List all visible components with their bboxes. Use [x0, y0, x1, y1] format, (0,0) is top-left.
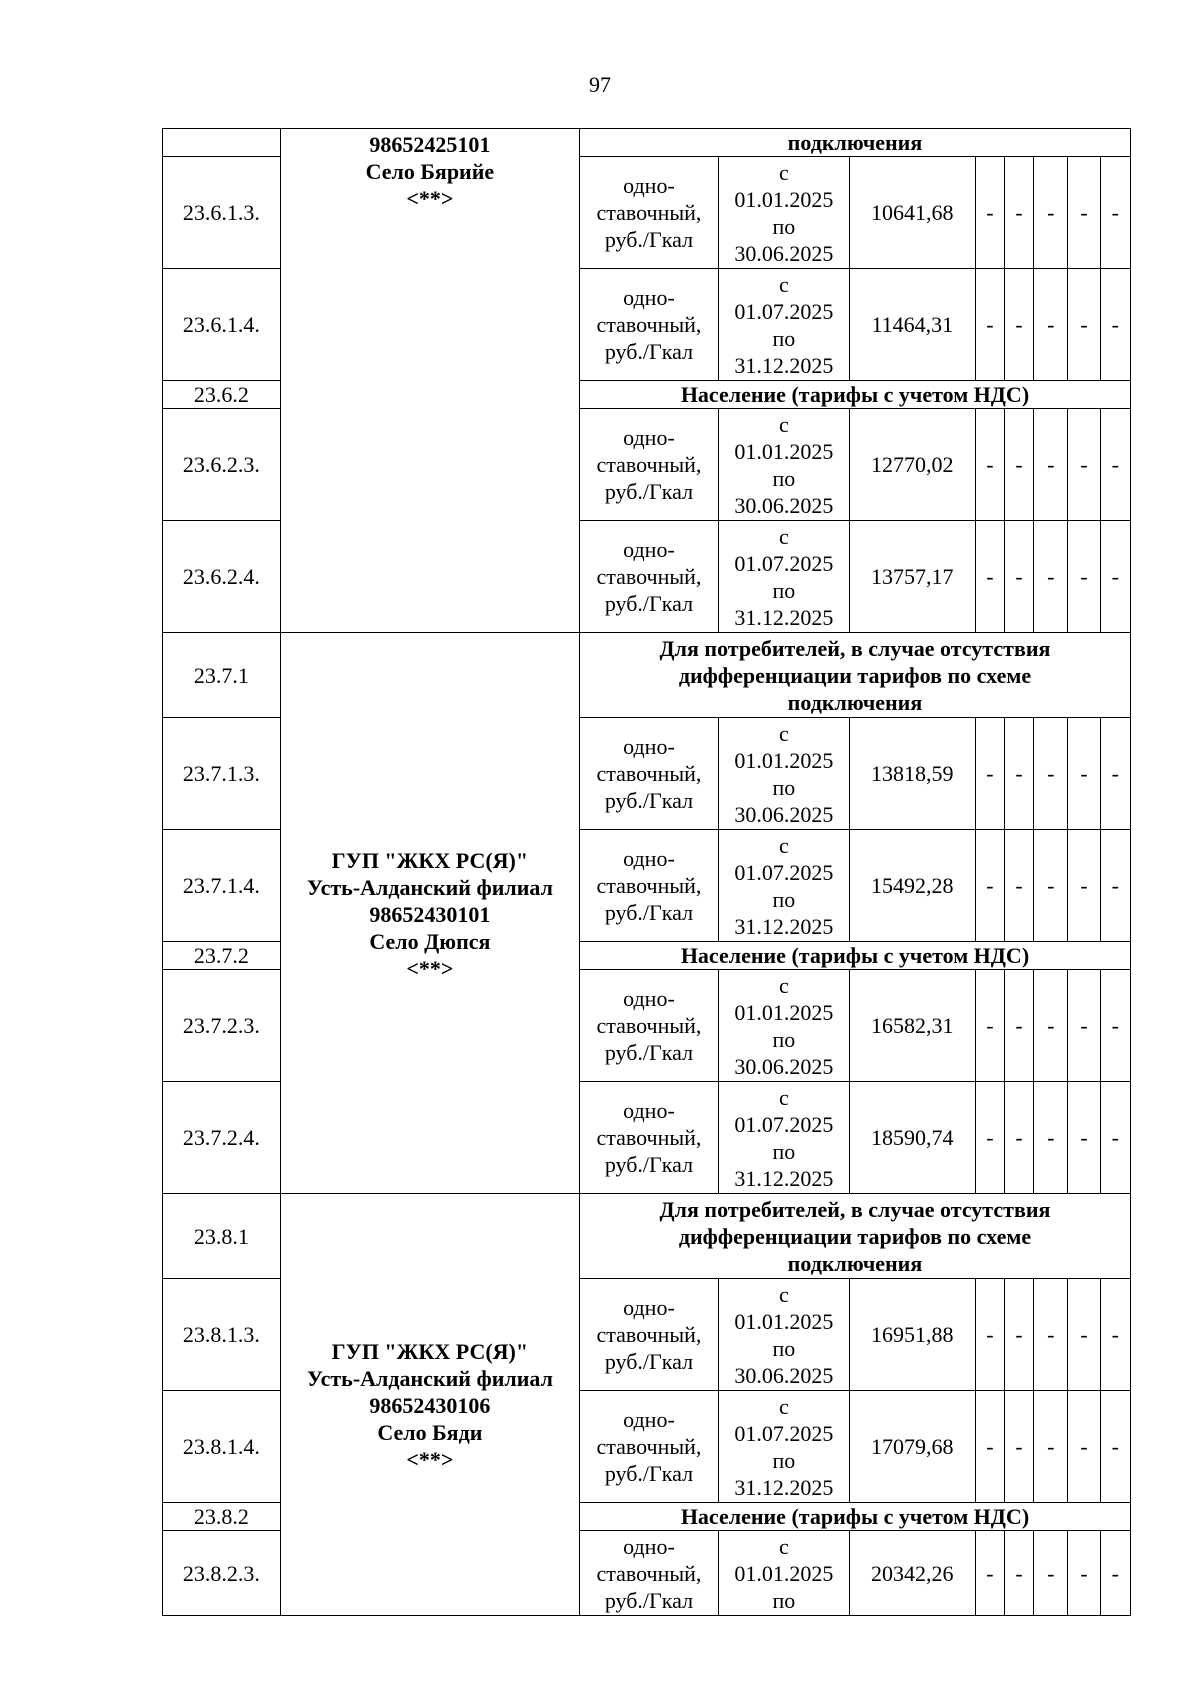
organization-line: Село Дюпся: [369, 928, 491, 954]
section-header: Для потребителей, в случае отсутствия дифференциации тарифов по схеме подключения: [579, 633, 1130, 718]
period: с 01.01.2025 по 30.06.2025: [718, 157, 849, 269]
empty-value: -: [1100, 1391, 1130, 1503]
period: с 01.07.2025 по 31.12.2025: [718, 830, 849, 942]
empty-value: -: [1068, 970, 1100, 1082]
tariff-value: 20342,26: [849, 1531, 975, 1616]
empty-value: -: [975, 269, 1004, 381]
empty-value: -: [975, 970, 1004, 1082]
rate-type: одно- ставочный, руб./Гкал: [579, 1391, 718, 1503]
empty-value: -: [1034, 409, 1068, 521]
organization-cell: [280, 633, 579, 1194]
empty-value: -: [1034, 1391, 1068, 1503]
rate-type: одно- ставочный, руб./Гкал: [579, 269, 718, 381]
empty-value: -: [975, 830, 1004, 942]
table-row: [163, 129, 1131, 157]
table-row: [163, 1194, 1131, 1279]
rate-type: одно- ставочный, руб./Гкал: [579, 157, 718, 269]
empty-value: -: [1068, 409, 1100, 521]
row-code: 23.6.2.4.: [163, 521, 281, 633]
row-code: 23.6.1.3.: [163, 157, 281, 269]
empty-value: -: [1004, 1279, 1033, 1391]
empty-value: -: [975, 521, 1004, 633]
empty-value: -: [1004, 409, 1033, 521]
empty-value: -: [1034, 269, 1068, 381]
row-code: 23.8.1: [163, 1194, 281, 1279]
period: с 01.01.2025 по: [718, 1531, 849, 1616]
organization-line: 98652430106: [369, 1393, 491, 1418]
empty-value: -: [1004, 521, 1033, 633]
empty-value: -: [1004, 1391, 1033, 1503]
row-code: 23.6.2.3.: [163, 409, 281, 521]
empty-value: -: [1100, 1279, 1130, 1391]
empty-value: -: [1034, 521, 1068, 633]
page-number: 97: [589, 72, 611, 97]
empty-value: -: [1068, 1531, 1100, 1616]
rate-type: одно- ставочный, руб./Гкал: [579, 718, 718, 830]
empty-value: -: [1100, 1531, 1130, 1616]
organization-line: Усть-Алданский филиал: [306, 874, 553, 900]
row-code: 23.8.2: [163, 1503, 281, 1531]
period: с 01.01.2025 по 30.06.2025: [718, 718, 849, 830]
tariff-value: 16951,88: [849, 1279, 975, 1391]
section-header: Население (тарифы с учетом НДС): [579, 1503, 1130, 1531]
tariff-value: 18590,74: [849, 1082, 975, 1194]
organization-line: Село Бяди: [377, 1420, 483, 1445]
row-code: 23.7.1: [163, 633, 281, 718]
organization-line: <**>: [406, 955, 454, 981]
organization-line: <**>: [406, 186, 454, 211]
rate-type: одно- ставочный, руб./Гкал: [579, 521, 718, 633]
period: с 01.01.2025 по 30.06.2025: [718, 970, 849, 1082]
tariff-value: 10641,68: [849, 157, 975, 269]
organization-line: <**>: [406, 1447, 454, 1472]
empty-value: -: [1034, 1082, 1068, 1194]
organization-line: Усть-Алданский филиал: [306, 1366, 553, 1391]
empty-value: -: [1034, 1279, 1068, 1391]
organization-line: 98652425101: [369, 132, 491, 157]
row-code: [163, 129, 281, 157]
empty-value: -: [1100, 970, 1130, 1082]
organization-line: Село Бярийе: [365, 159, 495, 184]
empty-value: -: [1068, 1082, 1100, 1194]
rate-type: одно- ставочный, руб./Гкал: [579, 1082, 718, 1194]
rate-type: одно- ставочный, руб./Гкал: [579, 1531, 718, 1616]
section-header: Население (тарифы с учетом НДС): [579, 381, 1130, 409]
empty-value: -: [1034, 718, 1068, 830]
tariff-value: 13818,59: [849, 718, 975, 830]
empty-value: -: [1068, 830, 1100, 942]
row-code: 23.7.1.3.: [163, 718, 281, 830]
organization-cell: [280, 1194, 579, 1616]
period: с 01.01.2025 по 30.06.2025: [718, 1279, 849, 1391]
row-code: 23.7.2: [163, 942, 281, 970]
organization-line: ГУП "ЖКХ РС(Я)": [331, 1339, 529, 1364]
empty-value: -: [1100, 1082, 1130, 1194]
organization-line: 98652430101: [369, 901, 491, 927]
period: с 01.01.2025 по 30.06.2025: [718, 409, 849, 521]
empty-value: -: [1034, 830, 1068, 942]
section-header: Для потребителей, в случае отсутствия дифференциации тарифов по схеме подключения: [579, 1194, 1130, 1279]
empty-value: -: [1004, 1082, 1033, 1194]
row-code: 23.7.2.3.: [163, 970, 281, 1082]
empty-value: -: [1004, 718, 1033, 830]
rate-type: одно- ставочный, руб./Гкал: [579, 830, 718, 942]
organization-name: [281, 845, 579, 982]
empty-value: -: [975, 1391, 1004, 1503]
tariff-value: 16582,31: [849, 970, 975, 1082]
empty-value: -: [1068, 269, 1100, 381]
section-header: Население (тарифы с учетом НДС): [579, 942, 1130, 970]
tariff-value: 13757,17: [849, 521, 975, 633]
empty-value: -: [1034, 970, 1068, 1082]
section-header: подключения: [579, 129, 1130, 157]
organization-cell: [280, 129, 579, 633]
empty-value: -: [975, 409, 1004, 521]
tariff-table: [162, 128, 1131, 1616]
tariff-value: 11464,31: [849, 269, 975, 381]
tariff-value: 17079,68: [849, 1391, 975, 1503]
tariff-table-body: [163, 129, 1131, 1616]
period: с 01.07.2025 по 31.12.2025: [718, 269, 849, 381]
rate-type: одно- ставочный, руб./Гкал: [579, 1279, 718, 1391]
empty-value: -: [1068, 521, 1100, 633]
tariff-value: 12770,02: [849, 409, 975, 521]
empty-value: -: [975, 1279, 1004, 1391]
empty-value: -: [1004, 269, 1033, 381]
empty-value: -: [1068, 1279, 1100, 1391]
rate-type: одно- ставочный, руб./Гкал: [579, 970, 718, 1082]
period: с 01.07.2025 по 31.12.2025: [718, 1082, 849, 1194]
empty-value: -: [1100, 718, 1130, 830]
tariff-value: 15492,28: [849, 830, 975, 942]
row-code: 23.7.2.4.: [163, 1082, 281, 1194]
table-row: [163, 633, 1131, 718]
period: с 01.07.2025 по 31.12.2025: [718, 521, 849, 633]
row-code: 23.8.2.3.: [163, 1531, 281, 1616]
empty-value: -: [1004, 830, 1033, 942]
row-code: 23.8.1.3.: [163, 1279, 281, 1391]
row-code: 23.6.2: [163, 381, 281, 409]
empty-value: -: [1100, 830, 1130, 942]
empty-value: -: [1100, 269, 1130, 381]
empty-value: -: [1100, 157, 1130, 269]
row-code: 23.6.1.4.: [163, 269, 281, 381]
empty-value: -: [1100, 409, 1130, 521]
empty-value: -: [975, 157, 1004, 269]
row-code: 23.7.1.4.: [163, 830, 281, 942]
empty-value: -: [1004, 157, 1033, 269]
row-code: 23.8.1.4.: [163, 1391, 281, 1503]
organization-line: ГУП "ЖКХ РС(Я)": [331, 847, 529, 873]
organization-name: [281, 129, 579, 212]
empty-value: -: [1068, 1391, 1100, 1503]
empty-value: -: [1068, 157, 1100, 269]
empty-value: -: [1034, 157, 1068, 269]
empty-value: -: [1004, 1531, 1033, 1616]
empty-value: -: [1004, 970, 1033, 1082]
empty-value: -: [1068, 718, 1100, 830]
empty-value: -: [1100, 521, 1130, 633]
empty-value: -: [975, 718, 1004, 830]
organization-name: [281, 1336, 579, 1473]
empty-value: -: [1034, 1531, 1068, 1616]
empty-value: -: [975, 1531, 1004, 1616]
rate-type: одно- ставочный, руб./Гкал: [579, 409, 718, 521]
empty-value: -: [975, 1082, 1004, 1194]
period: с 01.07.2025 по 31.12.2025: [718, 1391, 849, 1503]
